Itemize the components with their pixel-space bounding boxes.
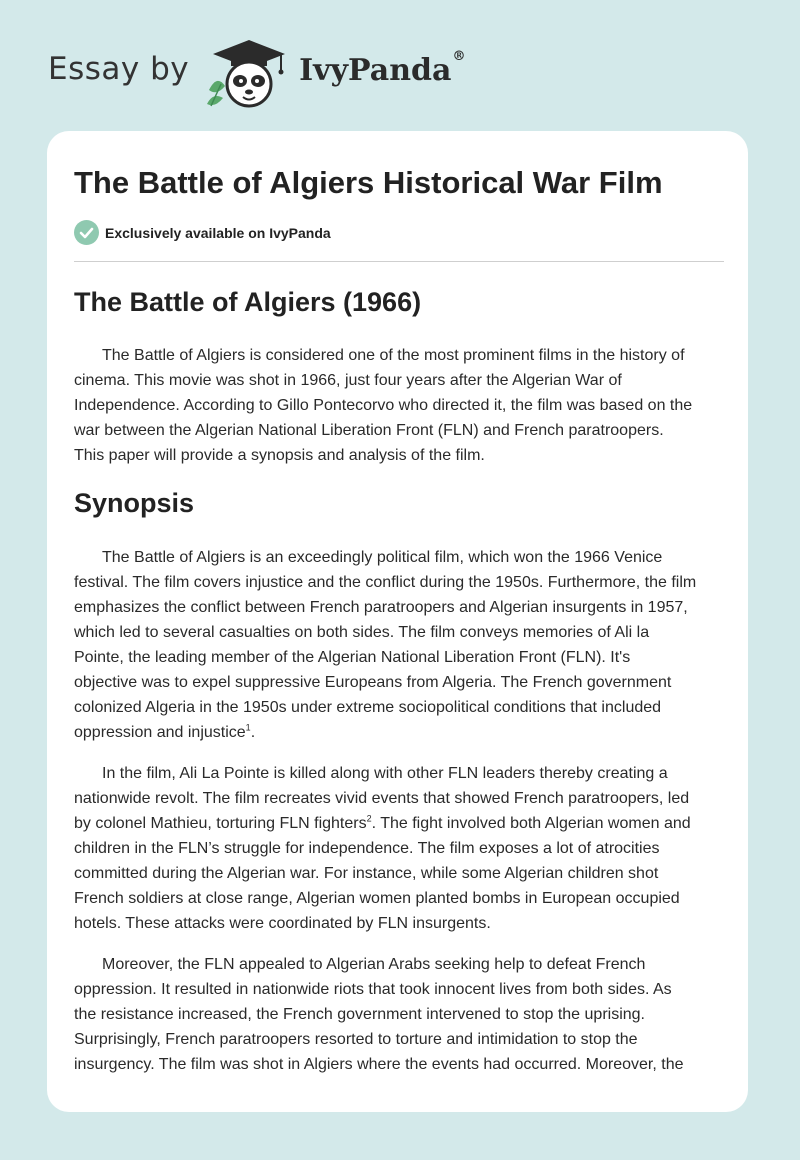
footnote-ref-2[interactable]: 2: [366, 813, 372, 824]
brand-name: IvyPanda®: [299, 48, 466, 88]
title-divider: [74, 261, 724, 262]
paragraph-synopsis-1: The Battle of Algiers is an exceedingly political film, which won the 1966 Venice festival. The film covers injustice and the conflict during the 1950s. Furthermore, the film emphasizes the conflict between French paratroopers and Algerian insurgents in 1957, which led to several casualties on both sides. The film conveys memories of Ali la Pointe, the leading member of the Algerian National Liberation Front (FLN). It's objective was to expel suppressive Europeans from Algeria. The French government colonized Algeria in the 1950s under extreme sociopolitical conditions that included oppression and injustice$^1$.: [74, 549, 697, 741]
brand-prefix: Essay by: [48, 51, 190, 87]
exclusive-badge-text: Exclusively available on IvyPanda: [105, 224, 331, 241]
exclusive-badge: [74, 220, 331, 245]
essay-title: The Battle of Algiers Historical War Film: [74, 165, 663, 200]
section-heading-synopsis: Synopsis: [74, 488, 195, 518]
section-heading-overview: The Battle of Algiers (1966): [74, 287, 422, 317]
panda-graduate-icon: [203, 34, 295, 108]
essay-card: [47, 131, 748, 1112]
footnote-ref-1[interactable]: 1: [245, 722, 251, 733]
site-brand[interactable]: [48, 34, 465, 108]
paragraph-synopsis-3: Moreover, the FLN appealed to Algerian Arabs seeking help to defeat French oppression. It resulted in nationwide riots that took innocent lives from both sides. As the resistance increased, the French government intervened to stop the uprising. Surprisingly, French paratroopers resorted to torture and intimidation to stop the insurgency. The film was shot in Algiers where the events had occurred. Moreover, the: [74, 956, 684, 1073]
paragraph-intro: The Battle of Algiers is considered one of the most prominent films in the history of cinema. This movie was shot in 1966, just four years after the Algerian War of Independence. According to Gillo Pontecorvo who directed it, the film was based on the war between the Algerian National Liberation Front (FLN) and French paratroopers. This paper will provide a synopsis and analysis of the film.: [74, 347, 693, 464]
check-circle-icon: [74, 220, 99, 245]
paragraph-synopsis-2: In the film, Ali La Pointe is killed along with other FLN leaders thereby creating a nationwide revolt. The film recreates vivid events that showed French paratroopers, led by colonel Mathieu, torturing FLN fighters$^2$. The fight involved both Algerian women and children in the FLN’s struggle for independence. The film exposes a lot of atrocities committed during the Algerian war. For instance, while some Algerian children shot French soldiers at close range, Algerian women planted bombs in European occupied hotels. These attacks were coordinated by FLN insurgents.: [74, 765, 691, 932]
